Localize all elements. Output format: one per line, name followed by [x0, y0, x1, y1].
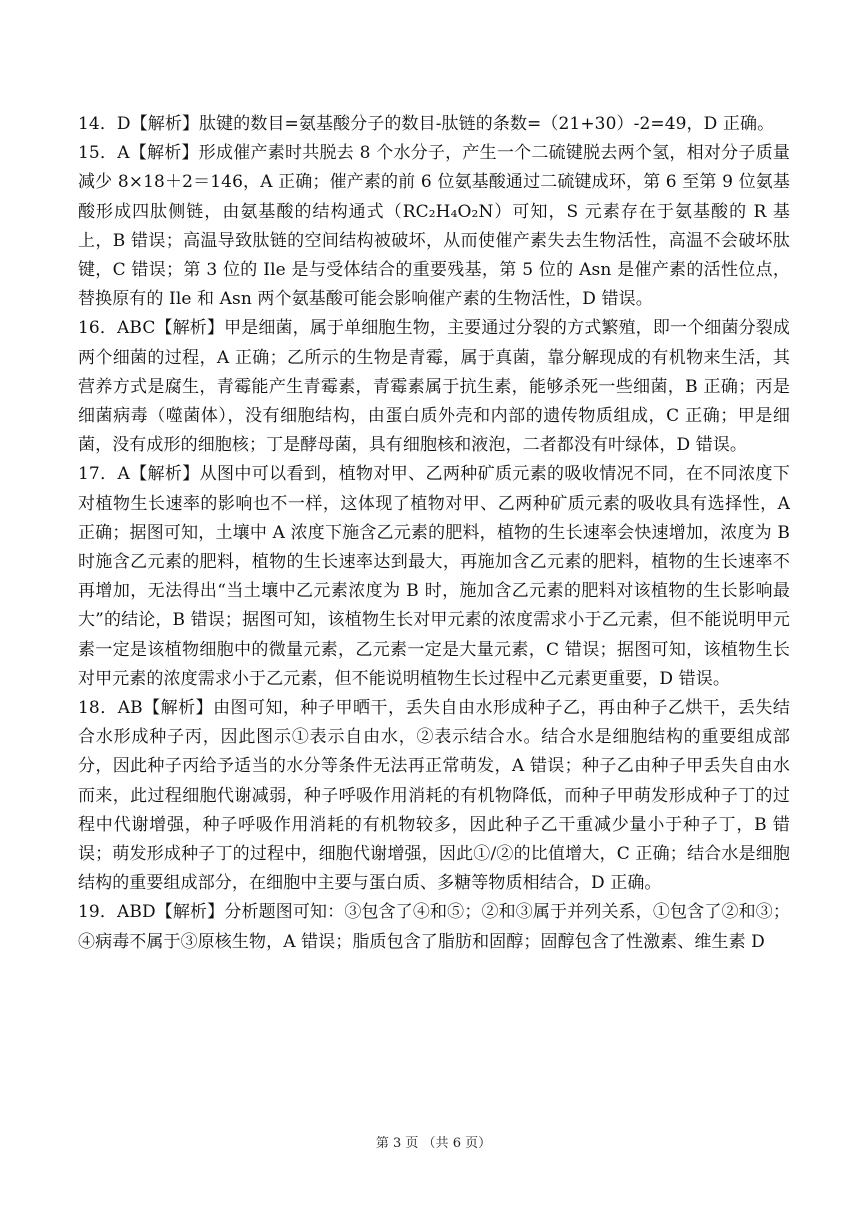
- answer-19: 19．ABD【解析】分析题图可知：③包含了④和⑤；②和③属于并列关系，①包含了②和③；④病毒不属于③原核生物，A 错误；脂质包含了脂肪和固醇；固醇包含了性激素、维生素 D: [78, 902, 790, 952]
- answer-15: 15．A【解析】形成催产素时共脱去 8 个水分子，产生一个二硫键脱去两个氢，相对分子质量减少 8×18＋2＝146，A 正确；催产素的前 6 位氨基酸通过二硫键成环，第 6 至第 9 位氨基酸形成四肽侧链，由氨基酸的结构通式（RC₂H₄O₂N）可知，S 元素存在于氨基酸的 R 基上，B 错误；高温导致肽链的空间结构被破坏，从而使催产素失去生物活性，高温不会破坏肽键，C 错误；第 3 位的 Ile 是与受体结合的重要残基，第 5 位的 Asn 是催产素的活性位点，替换原有的 Ile 和 Asn 两个氨基酸可能会影响催产素的生物活性，D 错误。: [78, 143, 790, 310]
- answer-14: 14．D【解析】肽键的数目=氨基酸分子的数目-肽链的条数=（21+30）-2=49，D 正确。: [78, 114, 775, 134]
- answer-content: [78, 110, 790, 957]
- answer-17: 17．A【解析】从图中可以看到，植物对甲、乙两种矿质元素的吸收情况不同，在不同浓度下对植物生长速率的影响也不一样，这体现了植物对甲、乙两种矿质元素的吸收具有选择性，A 正确；据图可知，土壤中 A 浓度下施含乙元素的肥料，植物的生长速率会快速增加，浓度为 B 时施含乙元素的肥料，植物的生长速率达到最大，再施加含乙元素的肥料，植物的生长速率不再增加，无法得出“当土壤中乙元素浓度为 B 时，施加含乙元素的肥料对该植物的生长影响最大”的结论，B 错误；据图可知，该植物生长对甲元素的浓度需求小于乙元素，但不能说明甲元素一定是该植物细胞中的微量元素，乙元素一定是大量元素，C 错误；据图可知，该植物生长对甲元素的浓度需求小于乙元素，但不能说明植物生长过程中乙元素更重要，D 错误。: [78, 464, 790, 689]
- page-footer: 第 3 页 （共 6 页）: [375, 1136, 492, 1151]
- answer-18: 18．AB【解析】由图可知，种子甲晒干，丢失自由水形成种子乙，再由种子乙烘干，丢失结合水形成种子丙，因此图示①表示自由水，②表示结合水。结合水是细胞结构的重要组成部分，因此种子丙给予适当的水分等条件无法再正常萌发，A 错误；种子乙由种子甲丢失自由水而来，此过程细胞代谢减弱，种子呼吸作用消耗的有机物降低，而种子甲萌发形成种子丁的过程中代谢增强，种子呼吸作用消耗的有机物较多，因此种子乙干重减少量小于种子丁，B 错误；萌发形成种子丁的过程中，细胞代谢增强，因此①/②的比值增大，C 正确；结合水是细胞结构的重要组成部分，在细胞中主要与蛋白质、多糖等物质相结合，D 正确。: [78, 698, 790, 894]
- answer-16: 16．ABC【解析】甲是细菌，属于单细胞生物，主要通过分裂的方式繁殖，即一个细菌分裂成两个细菌的过程，A 正确；乙所示的生物是青霉，属于真菌，靠分解现成的有机物来生活，其营养方式是腐生，青霉能产生青霉素，青霉素属于抗生素，能够杀死一些细菌，B 正确；丙是细菌病毒（噬菌体），没有细胞结构，由蛋白质外壳和内部的遗传物质组成，C 正确；甲是细菌，没有成形的细胞核；丁是酵母菌，具有细胞核和液泡，二者都没有叶绿体，D 错误。: [78, 318, 790, 456]
